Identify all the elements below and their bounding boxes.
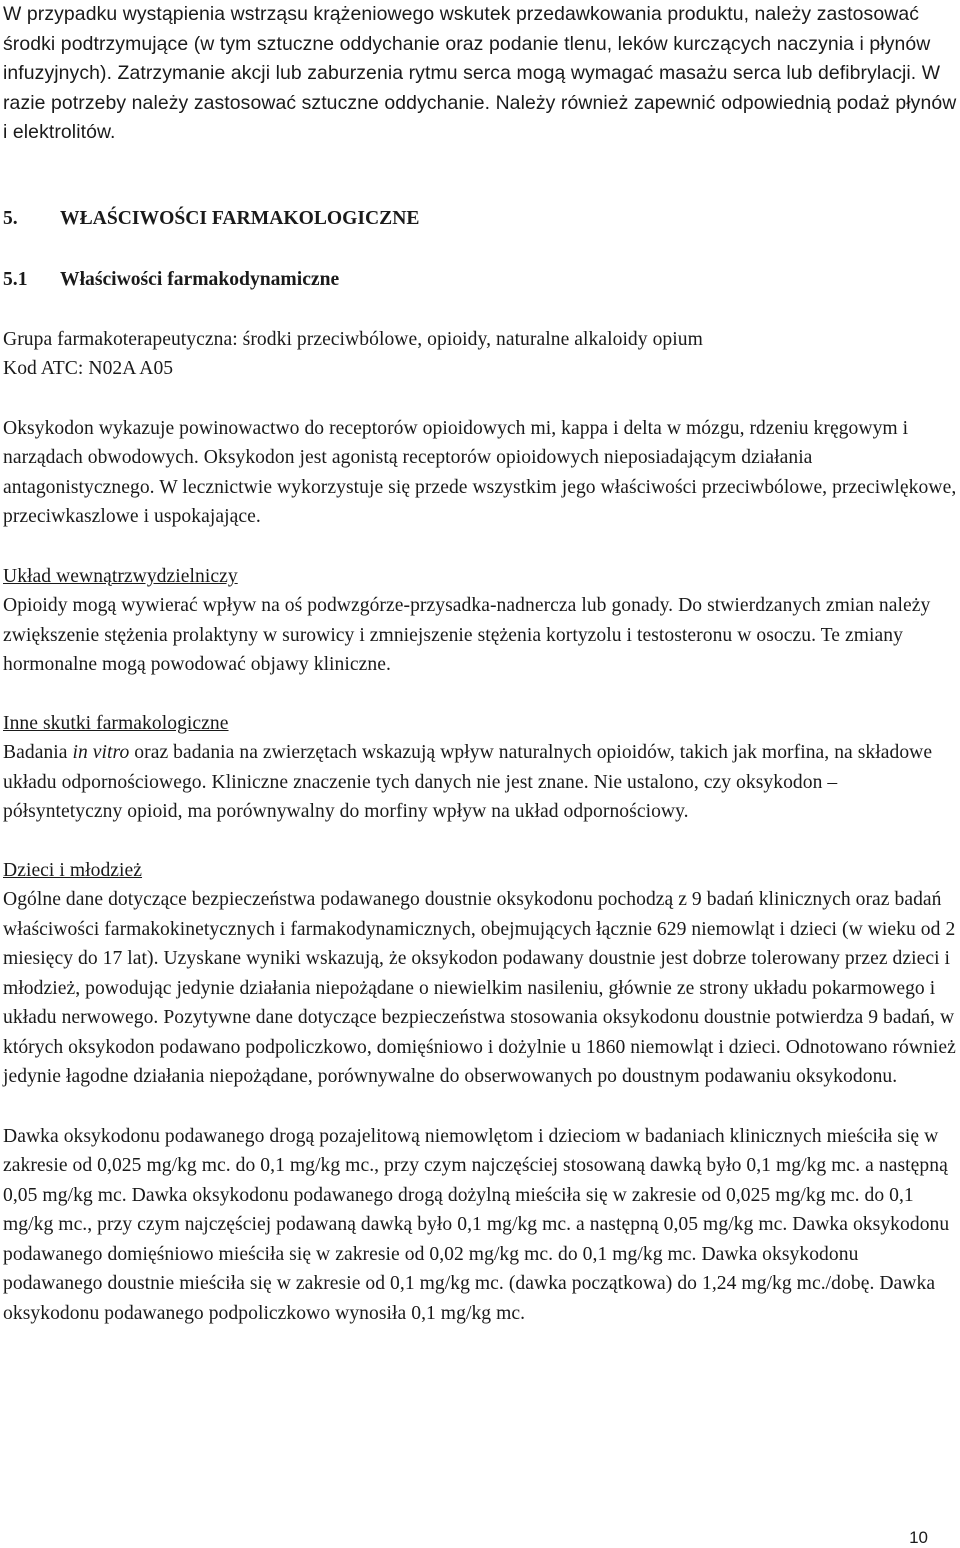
pharmacotherapeutic-group: Grupa farmakoterapeutyczna: środki przeciwbólowe, opioidy, naturalne alkaloidy opium bbox=[3, 328, 703, 350]
document-page bbox=[3, 0, 958, 1328]
children-heading: Dzieci i młodzież bbox=[3, 859, 143, 881]
atc-code: Kod ATC: N02A A05 bbox=[3, 358, 174, 380]
endocrine-section bbox=[3, 562, 958, 680]
section-5-heading bbox=[3, 204, 958, 233]
section-51-title: Właściwości farmakodynamiczne bbox=[60, 268, 340, 290]
intro-paragraph: W przypadku wystąpienia wstrząsu krążeniowego wskutek przedawkowania produktu, należy zastosować środki podtrzymujące (w tym sztuczne oddychanie oraz podanie tlenu, leków kurczących naczynia i płynów infuzyjnych). Zatrzymanie akcji lub zaburzenia rytmu serca mogą wymagać masażu serca lub defibrylacji. W razie potrzeby należy zastosować sztuczne oddychanie. Należy również zapewnić odpowiednią podaż płynów i elektrolitów. bbox=[3, 3, 957, 144]
oxycodone-mechanism-paragraph: Oksykodon wykazuje powinowactwo do receptorów opioidowych mi, kappa i delta w mózgu, rdzeniu kręgowym i narządach obwodowych. Oksykodon jest agonistą receptorów opioidowych nieposiadającym działania antagonistycznego. W lecznictwie wykorzystuje się przede wszystkim jego właściwości przeciwbólowe, przeciwlękowe, przeciwkaszlowe i uspokajające. bbox=[3, 417, 957, 528]
other-effects-paragraph bbox=[3, 738, 958, 827]
classification-block bbox=[3, 325, 958, 384]
section-5-title: WŁAŚCIWOŚCI FARMAKOLOGICZNE bbox=[60, 207, 420, 229]
children-section bbox=[3, 856, 958, 1092]
children-paragraph: Ogólne dane dotyczące bezpieczeństwa podawanego doustnie oksykodonu pochodzą z 9 badań klinicznych oraz badań właściwości farmakokinetycznych i farmakodynamicznych, obejmujących łącznie 629 niemowląt i dzieci (w wieku od 2 miesięcy do 17 lat). Uzyskane wyniki wskazują, że oksykodon podawany doustnie jest dobrze tolerowany przez dzieci i młodzież, powodując jedynie działania niepożądane o niewielkim nasileniu, głównie ze strony układu pokarmowego i układu nerwowego. Pozytywne dane dotyczące bezpieczeństwa stosowania oksykodonu doustnie potwierdza 9 badań, w których oksykodon podawano podpoliczkowo, domięśniowo i dożylnie u 1860 niemowląt i dzieci. Odnotowano również jedynie łagodne działania niepożądane, porównywalne do obserwowanych po doustnym podawaniu oksykodonu. bbox=[3, 889, 956, 1088]
section-5-number: 5. bbox=[3, 207, 18, 229]
other-effects-text-start: Badania bbox=[3, 742, 73, 764]
page-number: 10 bbox=[909, 1528, 928, 1547]
section-51-number: 5.1 bbox=[3, 268, 28, 290]
dosage-paragraph: Dawka oksykodonu podawanego drogą pozajelitową niemowlętom i dzieciom w badaniach klinicznych mieściła się w zakresie od 0,025 mg/kg mc. do 0,1 mg/kg mc., przy czym najczęściej stosowaną dawką było 0,1 mg/kg mc. a następną 0,05 mg/kg mc. Dawka oksykodonu podawanego drogą dożylną mieściła się w zakresie od 0,025 mg/kg mc. do 0,1 mg/kg mc., przy czym najczęściej podawaną dawką było 0,1 mg/kg mc. a następną 0,05 mg/kg mc. Dawka oksykodonu podawanego domięśniowo mieściła się w zakresie od 0,02 mg/kg mc. do 0,1 mg/kg mc. Dawka oksykodonu podawanego doustnie mieściła się w zakresie od 0,1 mg/kg mc. (dawka początkowa) do 1,24 mg/kg mc./dobę. Dawka oksykodonu podawanego podpoliczkowo wynosiła 0,1 mg/kg mc. bbox=[3, 1125, 950, 1324]
endocrine-paragraph: Opioidy mogą wywierać wpływ na oś podwzgórze-przysadka-nadnercza lub gonady. Do stwierdzanych zmian należy zwiększenie stężenia prolaktyny w surowicy i zmniejszenie stężenia kortyzolu i testosteronu w osoczu. Te zmiany hormonalne mogą powodować objawy kliniczne. bbox=[3, 595, 931, 676]
endocrine-heading: Układ wewnątrzwydzielniczy bbox=[3, 565, 238, 587]
section-51-heading bbox=[3, 265, 958, 294]
other-effects-heading: Inne skutki farmakologiczne bbox=[3, 712, 229, 734]
other-effects-text-end: oraz badania na zwierzętach wskazują wpływ naturalnych opioidów, takich jak morfina, na składowe układu odpornościowego. Kliniczne znaczenie tych danych nie jest znane. Nie ustalono, czy oksykodon – półsyntetyczny opioid, ma porównywalny do morfiny wpływ na układ odpornościowy. bbox=[3, 742, 933, 823]
other-effects-section bbox=[3, 709, 958, 827]
in-vitro-term: in vitro bbox=[72, 742, 130, 764]
